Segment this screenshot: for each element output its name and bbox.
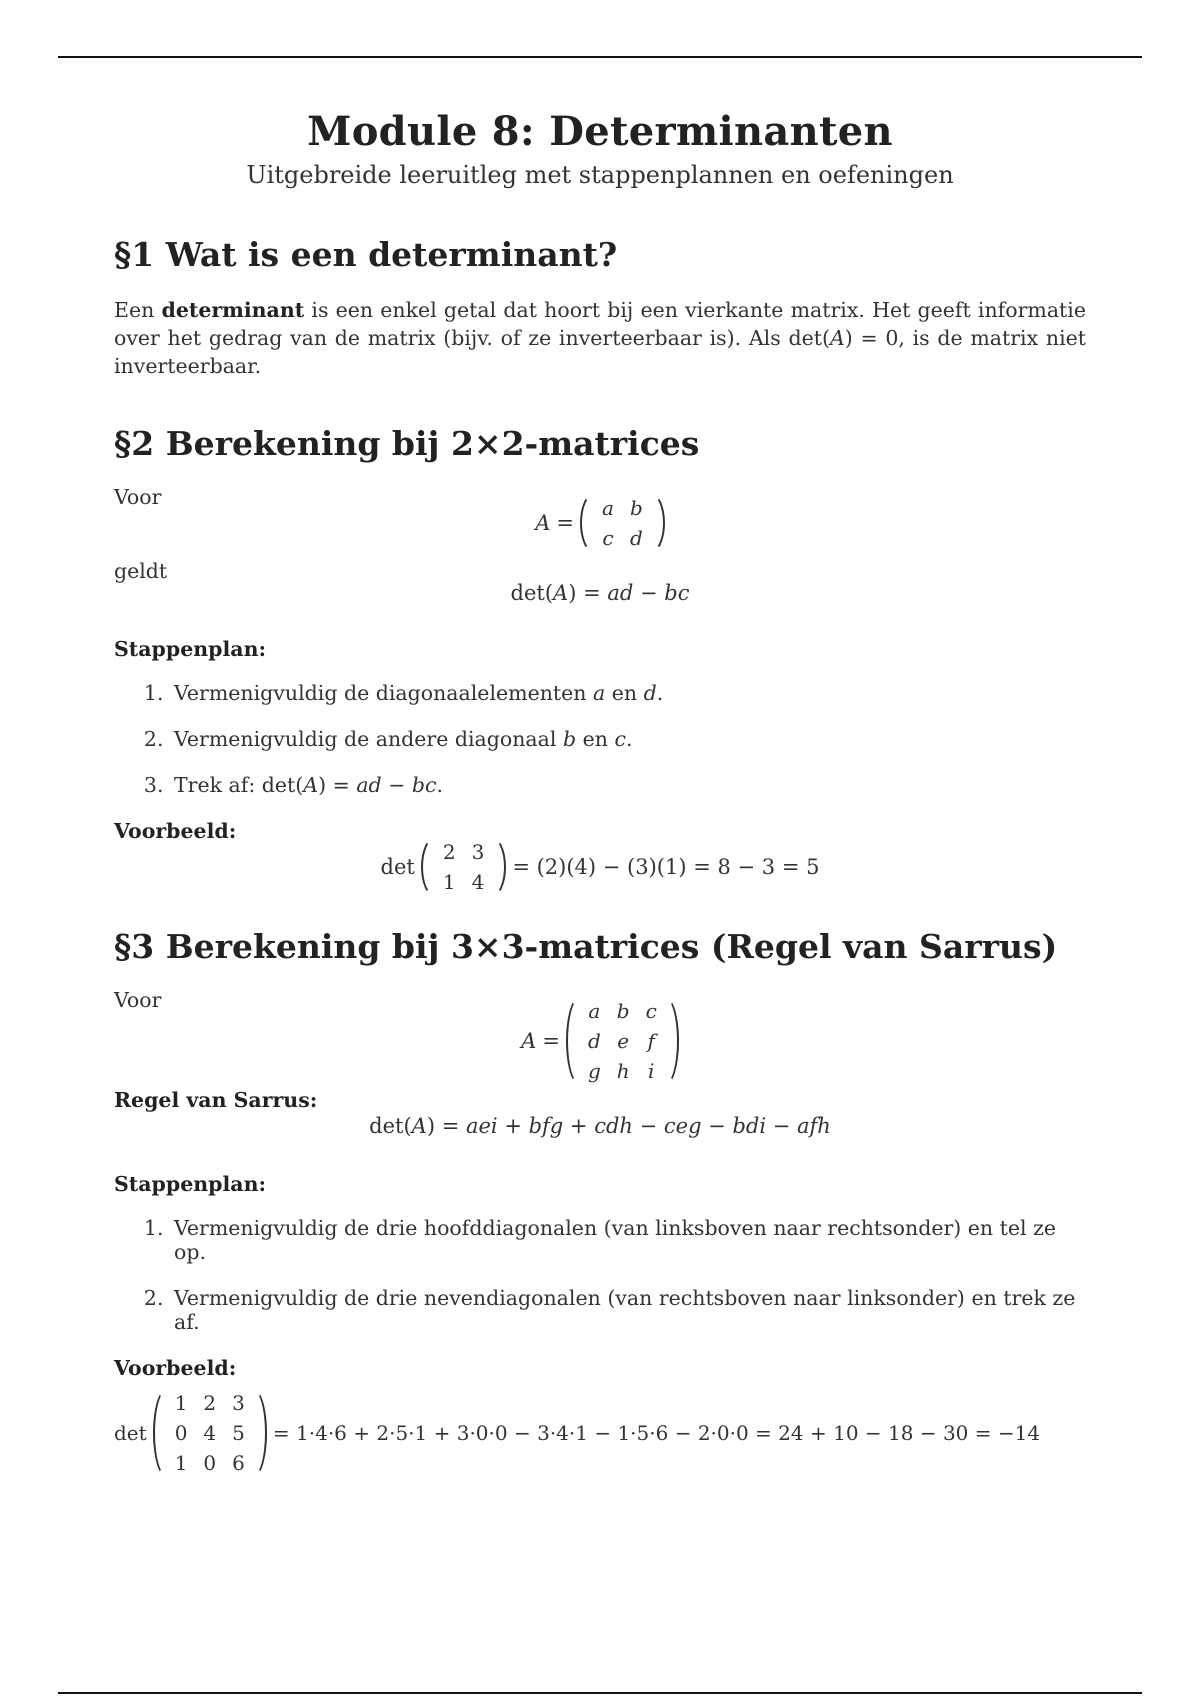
step-mid: en (605, 681, 644, 705)
section-2-stappenplan-label: Stappenplan: (114, 637, 267, 661)
section-2-det-formula (114, 581, 1086, 605)
equals-sign: = (556, 511, 575, 535)
step-var: b (562, 727, 577, 751)
matrix-cell: 4 (203, 1421, 217, 1445)
step-var: c (614, 727, 626, 751)
list-item (170, 727, 1086, 751)
matrix-cell: 0 (174, 1421, 188, 1445)
list-item (170, 681, 1086, 705)
example-result: = (2)(4) − (3)(1) = 8 − 3 = 5 (512, 855, 820, 879)
formula-equals: ) = (568, 581, 608, 605)
section-1-text-start: Een (114, 298, 162, 322)
section-3-heading: §3 Berekening bij 3×3-matrices (Regel van Sarrus) (114, 927, 1058, 966)
example-matrix-2x2 (421, 837, 506, 897)
step-end: . (436, 773, 444, 797)
section-3-voorbeeld-label: Voorbeeld: (114, 1356, 237, 1380)
det-text: det( (510, 581, 554, 605)
matrix-cell: 4 (471, 870, 485, 894)
section-2-geldt: geldt (114, 559, 168, 583)
matrix-cell: a (588, 999, 601, 1023)
section-2-heading: §2 Berekening bij 2×2-matrices (114, 424, 700, 463)
matrix-cell: a (602, 496, 614, 520)
section-2-voorbeeld-label: Voorbeeld: (114, 819, 237, 843)
step-text: Vermenigvuldig de andere diagonaal (174, 727, 563, 751)
matrix-cell: 1 (174, 1391, 188, 1415)
section-1-text-end: ) = 0, is de matrix niet inverteerbaar. (114, 326, 1087, 378)
section-1-paragraph (114, 296, 1086, 380)
matrix-cell: d (629, 526, 643, 550)
equals-sign: = (542, 1029, 560, 1053)
det-operator: det (114, 1421, 147, 1445)
example-result: = 1·4·6 + 2·5·1 + 3·0·0 − 3·4·1 − 1·5·6 − 2·0·0 = 24 + 10 − 18 − 30 = −14 (272, 1421, 1041, 1445)
matrix-cell: 6 (232, 1451, 245, 1475)
det-text: det( (369, 1114, 412, 1138)
section-2-example (114, 837, 1086, 897)
matrix-cell: 3 (471, 840, 485, 864)
section-1-heading: §1 Wat is een determinant? (114, 235, 618, 274)
matrix-cell: d (587, 1029, 601, 1053)
matrix-cell: e (617, 1029, 630, 1053)
var-bc: bc (664, 581, 690, 605)
sarrus-expression: aei + bfg + cdh − ceg − bdi − afh (465, 1114, 831, 1138)
section-3-voor: Voor (114, 988, 162, 1012)
step-end: . (625, 727, 633, 751)
matrix-cell: 2 (203, 1391, 217, 1415)
list-item: 2. Vermenigvuldig de drie nevendiagonalen (van rechtsboven naar linksonder) en trek ze af. (170, 1286, 1086, 1334)
matrix-2x2 (580, 493, 665, 553)
matrix-cell: c (645, 999, 657, 1023)
section-3-stappenplan-label: Stappenplan: (114, 1172, 267, 1196)
matrix-cell: 3 (232, 1391, 245, 1415)
det-operator: det (380, 855, 415, 879)
matrix-cell: 1 (174, 1451, 188, 1475)
section-3-matrix-def (114, 996, 1086, 1086)
example-matrix-3x3 (153, 1388, 267, 1478)
matrix-cell: h (616, 1059, 630, 1083)
section-3-sarrus-formula (114, 1114, 1086, 1138)
matrix-cell: 2 (442, 840, 456, 864)
var-a: A (411, 1114, 427, 1138)
matrix-cell: g (587, 1059, 601, 1083)
top-rule (58, 56, 1142, 58)
matrix-cell: 0 (203, 1451, 217, 1475)
section-3-sarrus-label: Regel van Sarrus: (114, 1088, 318, 1112)
step-var: a (593, 681, 606, 705)
minus: − (633, 581, 665, 605)
matrix-cell: c (602, 526, 614, 550)
step-var: ad − bc (356, 773, 437, 797)
step-mid: en (576, 727, 615, 751)
var-a: A (553, 581, 569, 605)
formula-equals: ) = (426, 1114, 466, 1138)
page-subtitle: Uitgebreide leeruitleg met stappenplannen en oefeningen (246, 161, 954, 189)
section-2-matrix-def (114, 493, 1086, 553)
section-2-steps (114, 681, 1086, 797)
step-var: d (643, 681, 657, 705)
document-content (114, 100, 1086, 1478)
section-1-text-mid: is een enkel getal dat hoort bij een vierkante matrix. Het geeft informatie over het gedrag van de matrix (bijv. of ze inverteerbaar is). Als det( (114, 298, 1086, 350)
matrix-cell: b (629, 496, 643, 520)
matrix-cell: 5 (232, 1421, 245, 1445)
matrix-3x3 (566, 996, 679, 1086)
step-text: Trek af: det( (174, 773, 304, 797)
section-1-var-a: A (829, 326, 845, 350)
list-item: 1. Vermenigvuldig de drie hoofddiagonalen (van linksboven naar rechtsonder) en tel ze op. (170, 1216, 1086, 1264)
step-text: Vermenigvuldig de diagonaalelementen (174, 681, 593, 705)
page-title: Module 8: Determinanten (307, 108, 893, 155)
matrix-cell: f (647, 1029, 655, 1053)
section-1-term: determinant (161, 298, 305, 322)
section-3-steps (114, 1216, 1086, 1334)
matrix-a-label: A (535, 511, 551, 535)
step-end: . (656, 681, 664, 705)
step-mid: ) = (318, 773, 357, 797)
matrix-cell: b (616, 999, 630, 1023)
matrix-cell: i (648, 1059, 655, 1083)
matrix-cell: 1 (442, 870, 456, 894)
matrix-a-label: A (521, 1029, 537, 1053)
list-item (170, 773, 1086, 797)
step-var: A (303, 773, 319, 797)
section-3-example (114, 1388, 1086, 1478)
section-2-voor: Voor (114, 485, 162, 509)
bottom-rule (58, 1692, 1142, 1694)
var-ad: ad (607, 581, 634, 605)
